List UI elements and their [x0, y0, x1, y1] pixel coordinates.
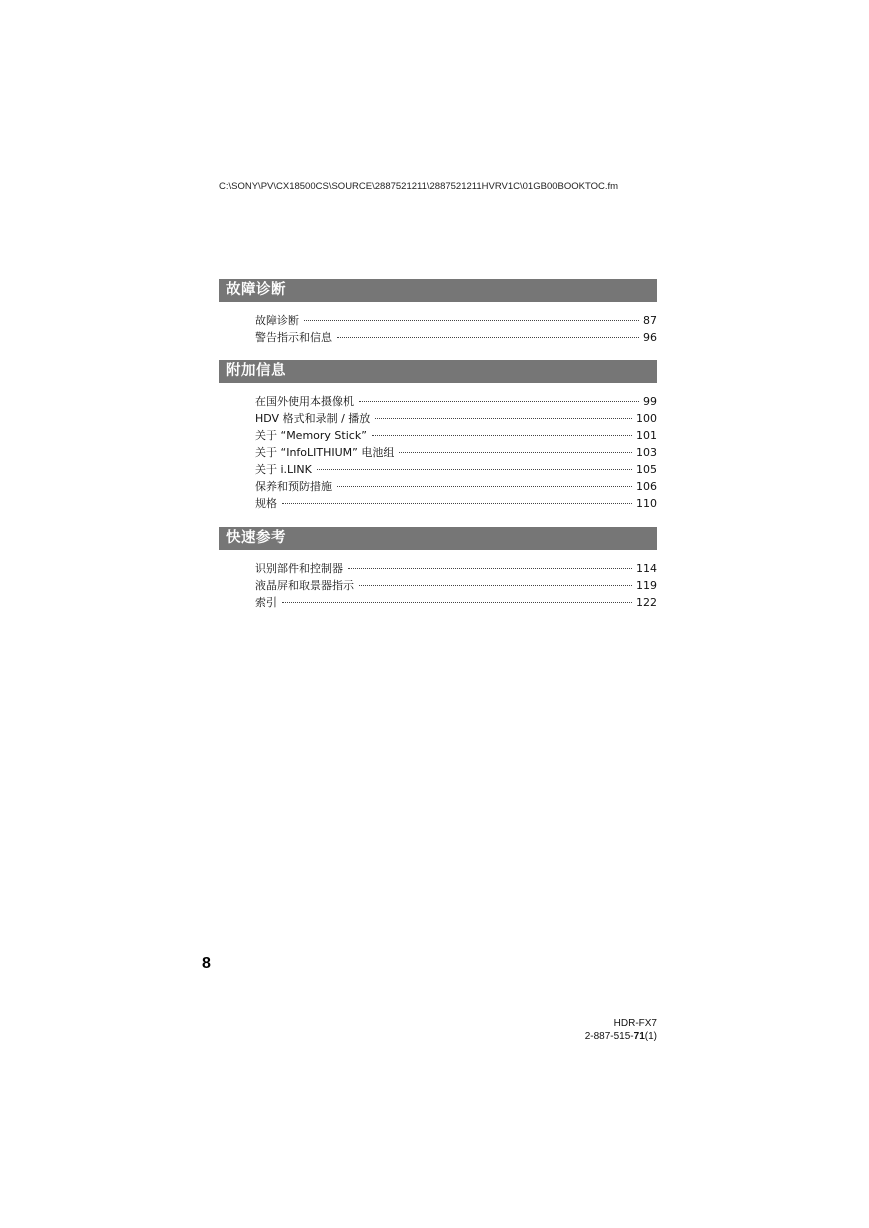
toc-entry[interactable]	[255, 410, 657, 427]
toc-entry-label: 保养和预防措施	[255, 480, 332, 493]
dot-leader	[304, 320, 639, 321]
toc-entry-label: 液晶屏和取景器指示	[255, 579, 354, 592]
toc-entry-page: 101	[636, 429, 657, 442]
page-number: 8	[202, 955, 211, 972]
toc-entry-label: 识别部件和控制器	[255, 562, 343, 575]
model-info	[585, 1017, 657, 1043]
toc-entry-page: 122	[636, 596, 657, 609]
model-name: HDR-FX7	[613, 1018, 657, 1029]
toc-entry[interactable]	[255, 393, 657, 410]
dot-leader	[372, 435, 632, 436]
dot-leader	[282, 503, 632, 504]
toc-entry[interactable]	[255, 495, 657, 512]
dot-leader	[348, 568, 632, 569]
dot-leader	[399, 452, 632, 453]
toc-entry-page: 100	[636, 412, 657, 425]
toc-entry-label: 规格	[255, 497, 277, 510]
dot-leader	[375, 418, 632, 419]
toc-entry-page: 105	[636, 463, 657, 476]
toc-entry[interactable]	[255, 577, 657, 594]
toc-entry-page: 99	[643, 395, 657, 408]
toc-entry-page: 106	[636, 480, 657, 493]
toc-section-additional-info	[219, 360, 657, 512]
toc-entry-page: 103	[636, 446, 657, 459]
toc-entry-label: 警告指示和信息	[255, 331, 332, 344]
toc-entry-label: HDV 格式和录制 / 播放	[255, 412, 371, 425]
section-header: 故障诊断	[219, 279, 657, 302]
catalog-suffix: (1)	[644, 1031, 657, 1042]
toc-entry-label: 在国外使用本摄像机	[255, 395, 354, 408]
dot-leader	[359, 401, 639, 402]
toc-entry-page: 114	[636, 562, 657, 575]
toc-list	[219, 393, 657, 512]
toc-entry[interactable]	[255, 461, 657, 478]
catalog-prefix: 2-887-515-	[584, 1031, 634, 1042]
section-header: 附加信息	[219, 360, 657, 383]
toc-entry-label: 关于 i.LINK	[255, 463, 312, 476]
toc-entry-label: 故障诊断	[255, 314, 299, 327]
toc-entry[interactable]	[255, 594, 657, 611]
toc-entry-label: 关于 “Memory Stick”	[255, 429, 367, 442]
toc-entry[interactable]	[255, 312, 657, 329]
toc-entry[interactable]	[255, 427, 657, 444]
dot-leader	[359, 585, 632, 586]
toc-entry[interactable]	[255, 329, 657, 346]
catalog-bold: 71	[633, 1031, 645, 1042]
toc-entry[interactable]	[255, 478, 657, 495]
toc-section-quick-reference	[219, 527, 657, 611]
toc-entry-page: 119	[636, 579, 657, 592]
toc-list	[219, 312, 657, 346]
dot-leader	[337, 486, 632, 487]
toc-entry-page: 87	[643, 314, 657, 327]
toc-entry[interactable]	[255, 560, 657, 577]
toc-section-troubleshooting	[219, 279, 657, 346]
toc-list	[219, 560, 657, 611]
section-header: 快速参考	[219, 527, 657, 550]
dot-leader	[317, 469, 632, 470]
file-path: C:\SONY\PV\CX18500CS\SOURCE\2887521211\2887521211HVRV1C\01GB00BOOKTOC.fm	[219, 181, 619, 192]
catalog-number	[585, 1030, 657, 1043]
toc-entry[interactable]	[255, 444, 657, 461]
dot-leader	[337, 337, 639, 338]
toc-entry-page: 110	[636, 497, 657, 510]
dot-leader	[282, 602, 632, 603]
toc-entry-label: 索引	[255, 596, 277, 609]
toc-entry-page: 96	[643, 331, 657, 344]
toc-entry-label: 关于 “InfoLITHIUM” 电池组	[255, 446, 395, 459]
